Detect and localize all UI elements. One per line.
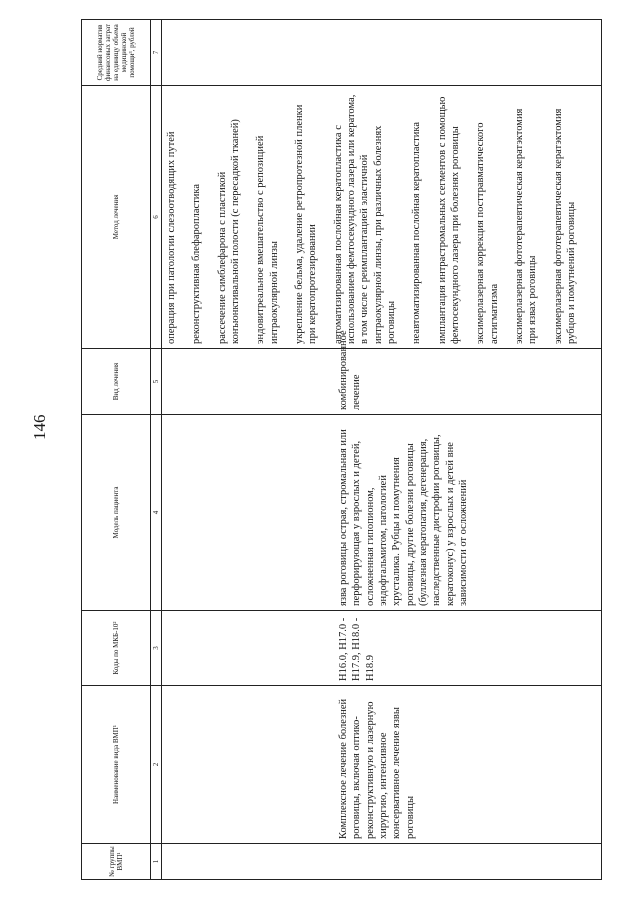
method-item: реконструктивная блефаропластика [191, 183, 203, 344]
column-number: 1 [151, 844, 162, 880]
column-number: 7 [151, 20, 162, 86]
header-treatment-type: Вид лечения [82, 349, 151, 415]
column-number: 5 [151, 349, 162, 415]
rotated-table-container [81, 20, 626, 880]
cost-cell [162, 20, 602, 86]
column-number-row [151, 20, 162, 880]
group-number-cell [162, 844, 602, 880]
method-item: эксимерлазерная коррекция посттравматического астигматизма [475, 122, 500, 344]
method-item: эксимерлазерная фототерапевтическая кератэктомия при язвах роговицы [513, 108, 539, 344]
patient-model-cell: язва роговицы острая, стромальная или перфорирующая у взрослых и детей, осложненная гипопионом, эндофтальмитом, патологией хрусталика. Рубцы и помутнения роговицы, другие болезни роговицы (буллезная кератопатия, дегенерация, наследственные дистрофии роговицы, кератоконус) у взрослых и детей вне зависимости от осложнений [162, 415, 602, 611]
method-item: имплантация интрастромальных сегментов с помощью фемтосекундного лазера при болезнях роговицы [436, 96, 461, 344]
method-item: операция при патологии слезоотводящих путей [166, 131, 177, 344]
table-row [162, 20, 602, 880]
vmp-name-cell: Комплексное лечение болезней роговицы, включая оптико-реконструктивную и лазерную хирургию, интенсивное консервативное лечение язвы роговицы [162, 686, 602, 844]
treatment-type-cell: комбинированное лечение [162, 349, 602, 415]
header-cost: Средний норматив финансовых затрат на единицу объема медицинской помощи³, рублей [82, 20, 151, 86]
method-item: рассечение симблефарона с пластикой конъюнктивальной полости (с пересадкой тканей) [216, 119, 241, 344]
column-number: 4 [151, 415, 162, 611]
icd-codes-cell: H16.0, H17.0 - H17.9, H18.0 - H18.9 [162, 611, 602, 686]
column-number: 2 [151, 686, 162, 844]
method-item: укрепление бельма, удаление ретропротезной пленки при кератопротезировании [293, 104, 319, 344]
header-icd-codes: Коды по МКБ-10² [82, 611, 151, 686]
treatment-methods-cell [162, 86, 602, 349]
method-item: эксимерлазерная фототерапевтическая кератэктомия рубцов и помутнений роговицы [552, 108, 577, 344]
header-group-number: № группы ВМП¹ [82, 844, 151, 880]
method-item: неавтоматизированная послойная кератопластика [411, 122, 423, 344]
header-treatment-method: Метод лечения [82, 86, 151, 349]
page-number: 146 [30, 414, 49, 440]
header-row [82, 20, 151, 880]
method-item: эндовитреальное вмешательство с репозицией интраокулярной линзы [255, 135, 280, 344]
method-item: автоматизированная послойная кератопластика с использованием фемтосекундного лазера или кератома, в том числе с реимплантацией эластичной интраокулярной линзы, при различных болезнях роговицы [332, 94, 397, 344]
header-vmp-name: Наименование вида ВМП¹ [82, 686, 151, 844]
vmp-table [81, 19, 602, 880]
header-patient-model: Модель пациента [82, 415, 151, 611]
column-number: 6 [151, 86, 162, 349]
column-number: 3 [151, 611, 162, 686]
